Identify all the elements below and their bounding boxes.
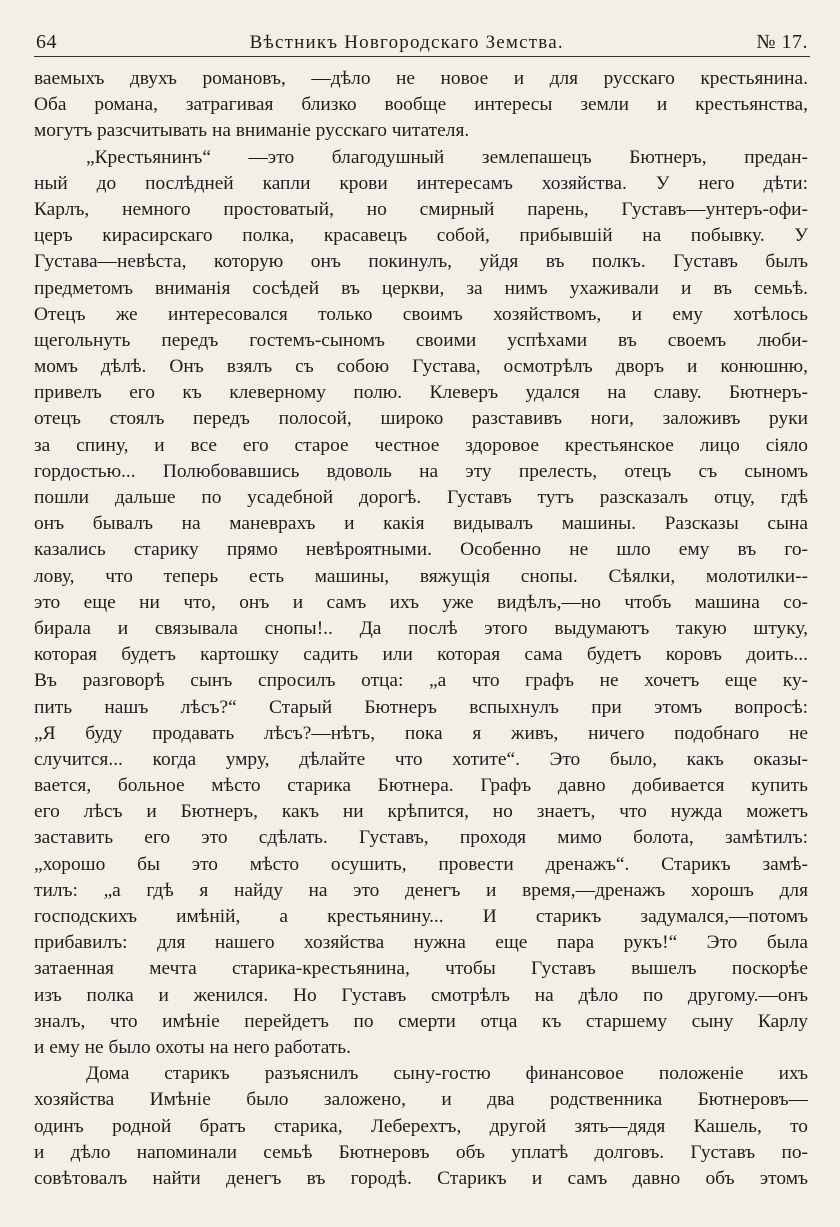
text-line: ваемыхъ двухъ романовъ, —дѣло не новое и для русскаго крестьянина. <box>34 68 808 89</box>
text-line: „Крестьянинъ“ —это благодушный землепашецъ Бютнеръ, предан- <box>86 146 808 168</box>
text-line: и дѣло напоминали семьѣ Бютнеровъ объ уплатѣ долговъ. Густавъ по- <box>34 1141 808 1163</box>
text-line: ный до послѣдней капли крови интересамъ хозяйства. У него дѣти: <box>34 172 808 194</box>
text-line: случится... когда умру, дѣлайте что хотите“. Это было, какъ оказы- <box>34 748 808 770</box>
body-text <box>34 66 808 1192</box>
text-line: „Я буду продавать лѣсъ?—нѣтъ, пока я живъ, ничего подобнаго не <box>34 722 808 744</box>
text-line: онъ бывалъ на маневрахъ и какія видывалъ машины. Разсказы сына <box>34 513 808 535</box>
text-line: за спину, и все его старое честное здоровое крестьянское лицо сіяло <box>34 434 808 456</box>
text-line: Карлъ, немного простоватый, но смирный парень, Густавъ—унтеръ-офи- <box>34 198 808 220</box>
text-line: Оба романа, затрагивая близко вообще интересы земли и крестьянства, <box>34 94 808 116</box>
page-number: 64 <box>36 31 57 53</box>
text-line: церъ кирасирскаго полка, красавецъ собой, прибывшій на побывку. У <box>34 225 808 247</box>
text-line: которая будетъ картошку садить или которая сама будетъ коровъ доить... <box>34 644 808 666</box>
text-line: предметомъ вниманія сосѣдей въ церкви, за нимъ ухаживали и въ семьѣ. <box>34 277 808 299</box>
text-line: бирала и связывала снопы!.. Да послѣ этого выдумаютъ такую штуку, <box>34 617 808 639</box>
text-line: лову, что теперь есть машины, вяжущія снопы. Сѣялки, молотилки-- <box>34 565 808 587</box>
text-line: пить нашъ лѣсъ?“ Старый Бютнеръ вспыхнулъ при этомъ вопросѣ: <box>34 696 808 718</box>
text-line: заставить его это сдѣлать. Густавъ, проходя мимо болота, замѣтилъ: <box>34 827 808 849</box>
text-line: Въ разговорѣ сынъ спросилъ отца: „а что графъ не хочетъ еще ку- <box>34 670 808 692</box>
text-line: зналъ, что имѣніе перейдетъ по смерти отца къ старшему сыну Карлу <box>34 1010 808 1032</box>
text-line: момъ дѣлѣ. Онъ взялъ съ собою Густава, осмотрѣлъ дворъ и конюшню, <box>34 356 808 378</box>
text-line: прибавилъ: для нашего хозяйства нужна еще пара рукъ!“ Это была <box>34 932 808 954</box>
text-line: привелъ его къ клеверному полю. Клеверъ удался на славу. Бютнеръ- <box>34 382 808 404</box>
journal-title: Вѣстникъ Новгородскаго Земства. <box>249 32 564 53</box>
running-head <box>36 18 808 54</box>
text-line: щегольнуть передъ гостемъ-сыномъ своими успѣхами въ своемъ люби- <box>34 329 808 351</box>
text-line: одинъ родной братъ старика, Леберехтъ, другой зять—дядя Кашель, то <box>34 1115 808 1137</box>
text-line: это еще ни что, онъ и самъ ихъ уже видѣлъ,—но чтобъ машина со- <box>34 591 808 613</box>
text-line: могутъ разсчитывать на вниманіе русскаго читателя. <box>34 120 470 142</box>
text-line: хозяйства Имѣніе было заложено, и два родственника Бютнеровъ— <box>34 1089 808 1111</box>
text-line: вается, больное мѣсто старика Бютнера. Графъ давно добивается купить <box>34 775 808 797</box>
issue-number: № 17. <box>756 31 808 53</box>
text-line: Отецъ же интересовался только своимъ хозяйствомъ, и ему хотѣлось <box>34 303 808 325</box>
text-line: Дома старикъ разъяснилъ сыну-гостю финансовое положеніе ихъ <box>86 1063 808 1085</box>
text-line: казались старику прямо невѣроятными. Особенно не шло ему въ го- <box>34 539 808 561</box>
text-line: гордостью... Полюбовавшись вдоволь на эту прелесть, отецъ съ сыномъ <box>34 460 808 482</box>
text-line: изъ полка и женился. Но Густавъ смотрѣлъ на дѣло по другому.—онъ <box>34 984 808 1006</box>
text-line: затаенная мечта старика-крестьянина, чтобы Густавъ вышелъ поскорѣе <box>34 958 808 980</box>
header-rule <box>34 56 810 57</box>
text-line: тилъ: „а гдѣ я найду на это денегъ и время,—дренажъ хорошъ для <box>34 879 808 901</box>
text-line: „хорошо бы это мѣсто осушить, провести дренажъ“. Старикъ замѣ- <box>34 853 808 875</box>
text-line: его лѣсъ и Бютнеръ, какъ ни крѣпится, но знаетъ, что нужда можетъ <box>34 801 808 823</box>
text-line: Густава—невѣста, которую онъ покинулъ, уйдя въ полкъ. Густавъ былъ <box>34 251 808 273</box>
text-line: пошли дальше по усадебной дорогѣ. Густавъ тутъ разсказалъ отцу, гдѣ <box>34 487 808 508</box>
text-line: отецъ стоялъ передъ полосой, широко разставивъ ноги, заложивъ руки <box>34 408 808 430</box>
text-line: совѣтовалъ найти денегъ въ городѣ. Старикъ и самъ давно объ этомъ <box>34 1167 808 1189</box>
text-line: и ему не было охоты на него работать. <box>34 1036 351 1058</box>
text-line: господскихъ имѣній, а крестьянину... И старикъ задумался,—потомъ <box>34 906 808 927</box>
